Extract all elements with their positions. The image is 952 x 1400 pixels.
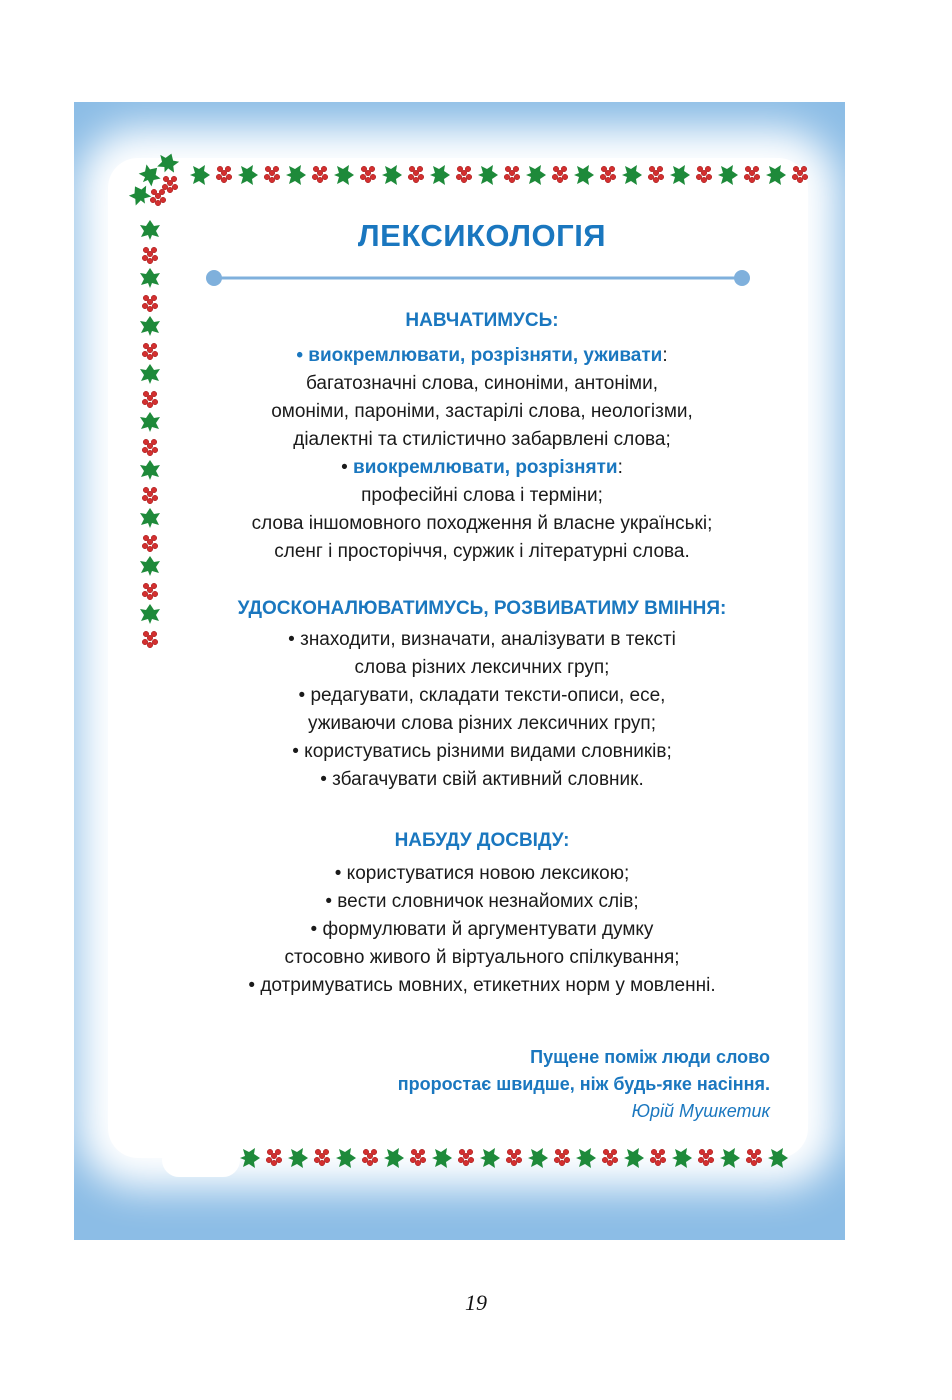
berry-cluster-icon <box>216 166 232 183</box>
berry-cluster-icon <box>698 1149 714 1166</box>
leaf-icon <box>670 165 690 185</box>
leaf-icon <box>478 165 498 185</box>
improve-line: • знаходити, визначати, аналізувати в тексті <box>288 629 676 650</box>
learn-bullet-2-marker: • <box>341 457 354 478</box>
section-heading-improve: УДОСКОНАЛЮВАТИМУСЬ, РОЗВИВАТИМУ ВМІННЯ: <box>237 598 727 619</box>
section-experience <box>176 830 788 1000</box>
berry-cluster-icon <box>554 1149 570 1166</box>
page-title: ЛЕКСИКОЛОГІЯ <box>357 218 607 253</box>
berry-cluster-icon <box>696 166 712 183</box>
section-improve <box>166 598 798 794</box>
leaf-icon <box>576 1148 596 1168</box>
berry-cluster-icon <box>458 1149 474 1166</box>
leaf-icon <box>526 165 546 185</box>
learn-bullet-1 <box>176 342 788 370</box>
learn-line: професійні слова і терміни; <box>361 485 603 506</box>
learn-bullet-2 <box>176 454 788 482</box>
berry-cluster-icon <box>314 1149 330 1166</box>
berry-cluster-icon <box>552 166 568 183</box>
berry-cluster-icon <box>142 535 158 552</box>
berry-cluster-icon <box>506 1149 522 1166</box>
berry-cluster-icon <box>746 1149 762 1166</box>
quote-author: Юрій Мушкетик <box>631 1101 770 1121</box>
leaf-icon <box>480 1148 500 1168</box>
berry-cluster-icon <box>142 583 158 600</box>
leaf-icon <box>720 1148 740 1168</box>
learn-bullet-1-skill: • виокремлювати, розрізняти, уживати <box>296 345 663 366</box>
leaf-icon <box>718 165 738 185</box>
learn-line: слова іншомовного походження й власне українські; <box>251 513 713 534</box>
leaf-icon <box>286 165 306 185</box>
berry-cluster-icon <box>650 1149 666 1166</box>
experience-line: • користуватися новою лексикою; <box>334 863 630 884</box>
berry-cluster-icon <box>142 439 158 456</box>
berry-cluster-icon <box>600 166 616 183</box>
berry-cluster-icon <box>162 176 178 193</box>
improve-line: • редагувати, складати тексти-описи, есе, <box>298 685 666 706</box>
section-learn <box>176 310 788 566</box>
leaf-icon <box>432 1148 452 1168</box>
berry-cluster-icon <box>410 1149 426 1166</box>
leaf-icon <box>766 165 786 185</box>
berry-cluster-icon <box>648 166 664 183</box>
improve-line: • збагачувати свій активний словник. <box>320 769 644 790</box>
experience-line: стосовно живого й віртуального спілкування; <box>284 947 680 968</box>
leaf-icon <box>240 1148 260 1168</box>
improve-line: слова різних лексичних груп; <box>354 657 610 678</box>
berry-cluster-icon <box>142 391 158 408</box>
learn-line: діалектні та стилістично забарвлені слова; <box>293 429 671 450</box>
berry-cluster-icon <box>360 166 376 183</box>
leaf-icon <box>190 165 210 185</box>
leaf-icon <box>140 604 160 624</box>
learn-bullet-1-colon: : <box>662 345 668 366</box>
corner-ribbon <box>162 1143 240 1177</box>
leaf-icon <box>140 460 160 480</box>
berry-cluster-icon <box>150 189 166 206</box>
leaf-icon <box>140 364 160 384</box>
learn-line: багатозначні слова, синоніми, антоніми, <box>305 373 659 394</box>
leaf-icon <box>140 412 160 432</box>
berry-cluster-icon <box>602 1149 618 1166</box>
section-heading-learn: НАВЧАТИМУСЬ: <box>405 310 559 331</box>
leaf-icon <box>334 165 354 185</box>
quote-line: Пущене поміж люди слово <box>530 1047 770 1067</box>
leaf-icon <box>155 150 181 176</box>
leaf-icon <box>126 181 153 208</box>
berry-cluster-icon <box>142 247 158 264</box>
berry-cluster-icon <box>456 166 472 183</box>
learn-line: омоніми, пароніми, застарілі слова, неологізми, <box>271 401 693 422</box>
berry-cluster-icon <box>142 631 158 648</box>
improve-line: уживаючи слова різних лексичних груп; <box>307 713 656 734</box>
learn-line: сленг і просторіччя, суржик і літературні слова. <box>274 541 690 562</box>
leaf-icon <box>768 1148 788 1168</box>
leaf-icon <box>140 316 160 336</box>
leaf-icon <box>384 1148 404 1168</box>
berry-cluster-icon <box>312 166 328 183</box>
berry-cluster-icon <box>362 1149 378 1166</box>
experience-line: • формулювати й аргументувати думку <box>310 919 654 940</box>
berry-cluster-icon <box>744 166 760 183</box>
experience-line: • вести словничок незнайомих слів; <box>325 891 639 912</box>
leaf-icon <box>140 508 160 528</box>
berry-cluster-icon <box>266 1149 282 1166</box>
improve-line: • користуватись різними видами словників; <box>292 741 672 762</box>
berry-cluster-icon <box>142 295 158 312</box>
learn-bullet-2-skill: виокремлювати, розрізняти <box>353 457 618 478</box>
leaf-icon <box>624 1148 644 1168</box>
berry-cluster-icon <box>408 166 424 183</box>
experience-line: • дотримуватись мовних, етикетних норм у мовленні. <box>248 975 716 996</box>
leaf-icon <box>140 220 160 240</box>
section-heading-experience: НАБУДУ ДОСВІДУ: <box>394 830 570 851</box>
leaf-icon <box>382 165 402 185</box>
leaf-icon <box>528 1148 548 1168</box>
leaf-icon <box>430 165 450 185</box>
leaf-icon <box>574 165 594 185</box>
berry-cluster-icon <box>792 166 808 183</box>
epigraph-quote <box>176 1044 770 1125</box>
page-number: 19 <box>465 1290 487 1315</box>
leaf-icon <box>140 268 160 288</box>
quote-line: проростає швидше, ніж будь-яке насіння. <box>397 1074 770 1094</box>
leaf-icon <box>288 1148 308 1168</box>
leaf-icon <box>336 1148 356 1168</box>
berry-cluster-icon <box>504 166 520 183</box>
berry-cluster-icon <box>142 487 158 504</box>
leaf-icon <box>672 1148 692 1168</box>
berry-cluster-icon <box>264 166 280 183</box>
title-divider <box>206 270 750 286</box>
berry-cluster-icon <box>142 343 158 360</box>
leaf-icon <box>140 556 160 576</box>
learn-bullet-2-colon: : <box>617 457 623 478</box>
leaf-icon <box>238 165 258 185</box>
leaf-icon <box>622 165 642 185</box>
